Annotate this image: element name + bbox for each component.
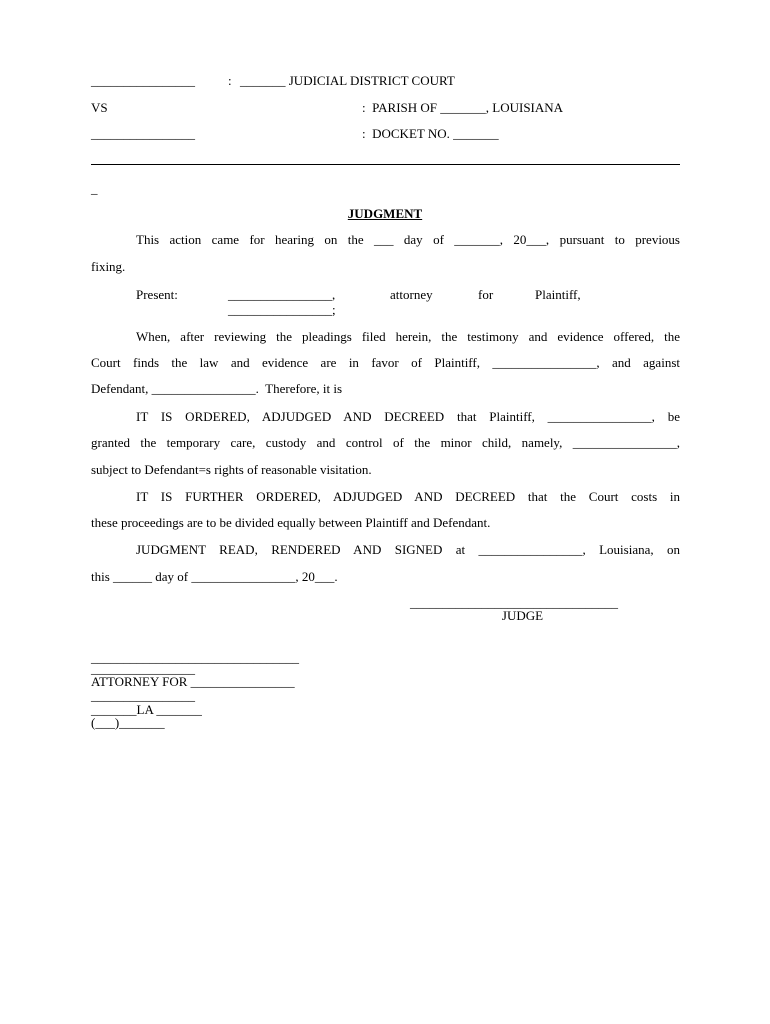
judge-signature-line: ________________________________ — [410, 595, 618, 610]
order1-line3: subject to Defendant=s rights of reasonable visitation. — [91, 462, 372, 477]
findings-line1: When, after reviewing the pleadings filed herein, the testimony and evidence offered, the — [136, 329, 680, 344]
document-title: JUDGMENT — [347, 206, 423, 221]
order2-line1: IT IS FURTHER ORDERED, ADJUDGED AND DECREED that the Court costs in — [136, 489, 680, 504]
versus-label: VS — [91, 100, 108, 115]
present-plaintiff-word: Plaintiff, — [535, 287, 581, 302]
hearing-paragraph-line2: fixing. — [91, 259, 126, 274]
caption-colon: : — [228, 73, 232, 88]
present-for-word: for — [478, 287, 494, 302]
present-attorney-blank-1: ________________, — [228, 287, 336, 302]
attorney-for-line: ATTORNEY FOR ________________ — [91, 674, 295, 689]
attorney-signature-line: ________________________________ — [91, 650, 299, 665]
order1-line2: granted the temporary care, custody and control of the minor child, namely, ________________, — [91, 435, 680, 450]
attorney-name-line: ________________ — [91, 661, 195, 676]
present-label: Present: — [136, 287, 178, 302]
court-name: _______ JUDICIAL DISTRICT COURT — [240, 73, 455, 88]
order1-line1: IT IS ORDERED, ADJUDGED AND DECREED that Plaintiff, ________________, be — [136, 409, 680, 424]
attorney-address-line: ________________ — [91, 688, 195, 703]
plaintiff-name-blank: ________________ — [91, 73, 195, 88]
present-attorney-word: attorney — [390, 287, 433, 302]
findings-line2: Court finds the law and evidence are in favor of Plaintiff, ________________, and against — [91, 355, 680, 370]
parish-line: : PARISH OF _______, LOUISIANA — [362, 100, 564, 115]
attorney-phone-line: (___)_______ — [91, 715, 165, 730]
hearing-paragraph-line1: This action came for hearing on the ___ day of _______, 20___, pursuant to previous — [136, 232, 680, 247]
defendant-name-blank: ________________ — [91, 126, 195, 141]
docket-number: : DOCKET NO. _______ — [362, 126, 499, 141]
attorney-city-line: _______LA _______ — [91, 702, 202, 717]
order2-line2: these proceedings are to be divided equally between Plaintiff and Defendant. — [91, 515, 491, 530]
separator-tail: _ — [91, 181, 98, 196]
signed-line2: this ______ day of ________________, 20___. — [91, 569, 338, 584]
findings-line3: Defendant, ________________. Therefore, it is — [91, 381, 343, 396]
judge-label: JUDGE — [501, 608, 544, 623]
present-attorney-blank-2: ________________; — [228, 302, 336, 317]
caption-separator-rule — [91, 164, 680, 165]
signed-line1: JUDGMENT READ, RENDERED AND SIGNED at ________________, Louisiana, on — [136, 542, 680, 557]
